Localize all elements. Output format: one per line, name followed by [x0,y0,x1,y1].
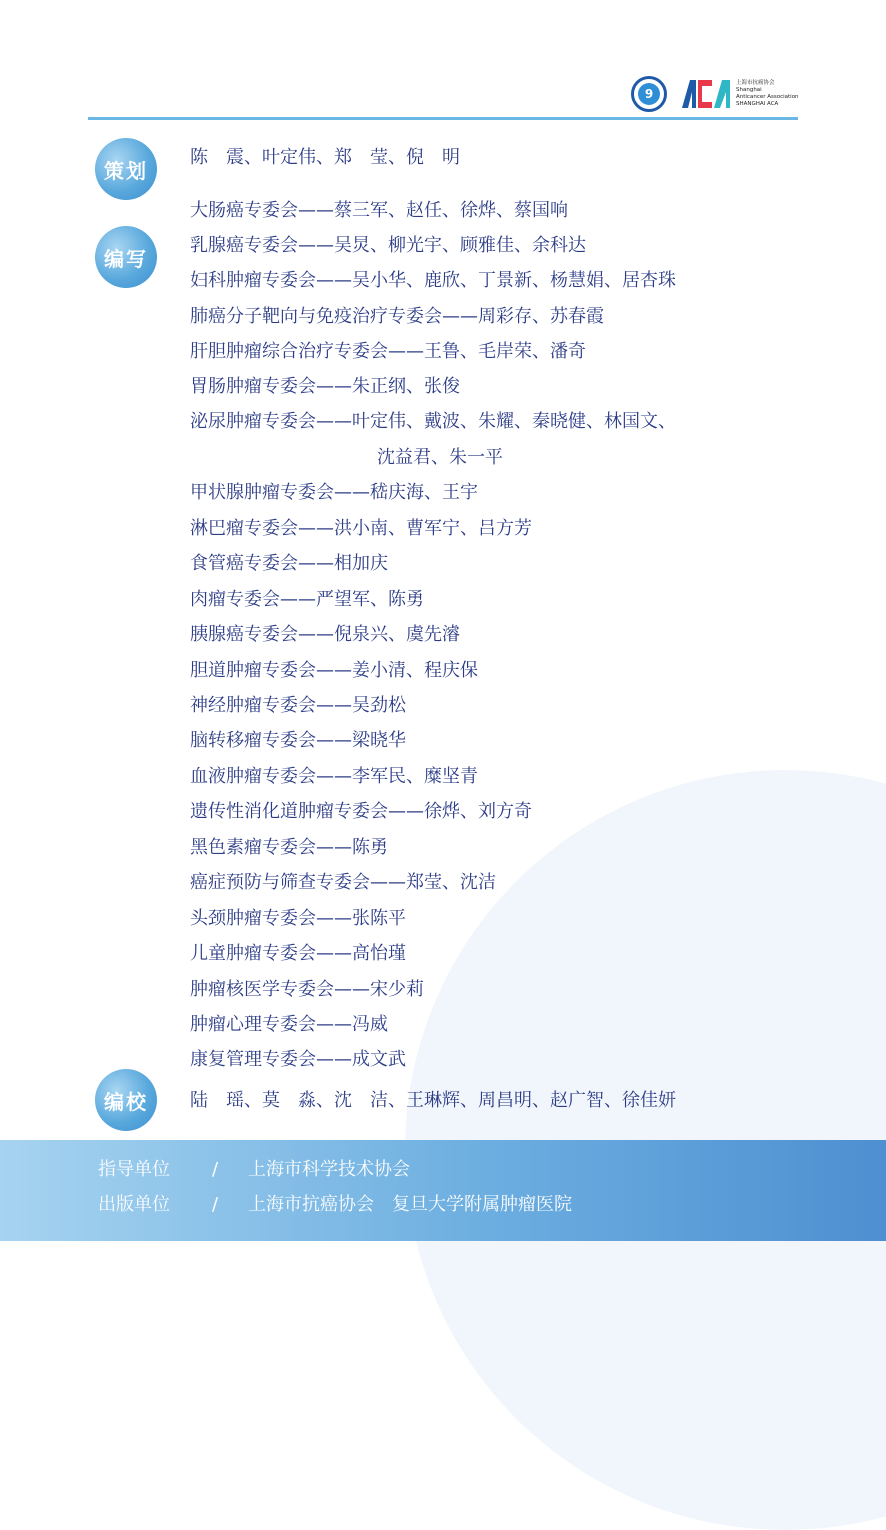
proofreading-badge: 编校 [95,1069,157,1131]
writing-line: 大肠癌专委会——蔡三军、赵任、徐烨、蔡国响 [190,200,568,221]
writing-line: 遗传性消化道肿瘤专委会——徐烨、刘方奇 [190,801,532,822]
writing-line: 食管癌专委会——相加庆 [190,553,388,574]
writing-line: 血液肿瘤专委会——李军民、糜坚青 [190,766,478,787]
writing-line: 肉瘤专委会——严望军、陈勇 [190,589,424,610]
writing-line: 胆道肿瘤专委会——姜小清、程庆保 [190,660,478,681]
writing-line: 肿瘤心理专委会——冯威 [190,1014,388,1035]
writing-line: 黑色素瘤专委会——陈勇 [190,837,388,858]
writing-line: 胃肠肿瘤专委会——朱正纲、张俊 [190,376,460,397]
aca-logo-text: 上海市抗癌协会 Shanghai Anticancer Association SHANGHAI ACA [736,80,799,107]
publisher-label: 出版单位 [98,1194,170,1215]
writing-line: 肺癌分子靶向与免疫治疗专委会——周彩存、苏春霞 [190,306,604,327]
publisher-org-1: 上海市抗癌协会 [248,1194,374,1215]
writing-line: 儿童肿瘤专委会——高怡瑾 [190,943,406,964]
writing-line-continuation: 沈益君、朱一平 [377,447,503,468]
writing-line: 头颈肿瘤专委会——张陈平 [190,908,406,929]
footer-publisher-row [98,1190,572,1216]
writing-badge: 编写 [95,226,157,288]
writing-line: 脑转移瘤专委会——梁晓华 [190,730,406,751]
writing-line: 胰腺癌专委会——倪泉兴、虞先濬 [190,624,460,645]
writing-line: 肝胆肿瘤综合治疗专委会——王鲁、毛岸荣、潘奇 [190,341,586,362]
writing-line: 肿瘤核医学专委会——宋少莉 [190,979,424,1000]
footer-guide-row [98,1155,410,1181]
guide-slash: / [211,1159,219,1180]
writing-line: 妇科肿瘤专委会——吴小华、鹿欣、丁景新、杨慧娟、居杏珠 [190,270,676,291]
guide-org: 上海市科学技术协会 [248,1159,410,1180]
writing-line: 泌尿肿瘤专委会——叶定伟、戴波、朱耀、秦晓健、林国文、 [190,411,676,432]
writing-line: 癌症预防与筛查专委会——郑莹、沈洁 [190,872,496,893]
hospital-logo-icon: 9 [631,76,667,112]
aca-logo-icon [680,78,732,110]
publisher-slash: / [211,1194,219,1215]
planning-names: 陈 震、叶定伟、郑 莹、倪 明 [190,147,460,168]
writing-line: 甲状腺肿瘤专委会——嵇庆海、王宇 [190,482,478,503]
planning-badge: 策划 [95,138,157,200]
writing-line: 神经肿瘤专委会——吴劲松 [190,695,406,716]
proofreading-names: 陆 瑶、莫 淼、沈 洁、王琳辉、周昌明、赵广智、徐佳妍 [190,1090,676,1111]
writing-line: 淋巴瘤专委会——洪小南、曹军宁、吕方芳 [190,518,532,539]
writing-line: 康复管理专委会——成文武 [190,1049,406,1070]
publisher-org-2: 复旦大学附属肿瘤医院 [392,1194,572,1215]
writing-line: 乳腺癌专委会——吴炅、柳光宇、顾雅佳、余科达 [190,235,586,256]
guide-label: 指导单位 [98,1159,170,1180]
footer-band [0,1140,886,1241]
header-divider [88,117,798,120]
